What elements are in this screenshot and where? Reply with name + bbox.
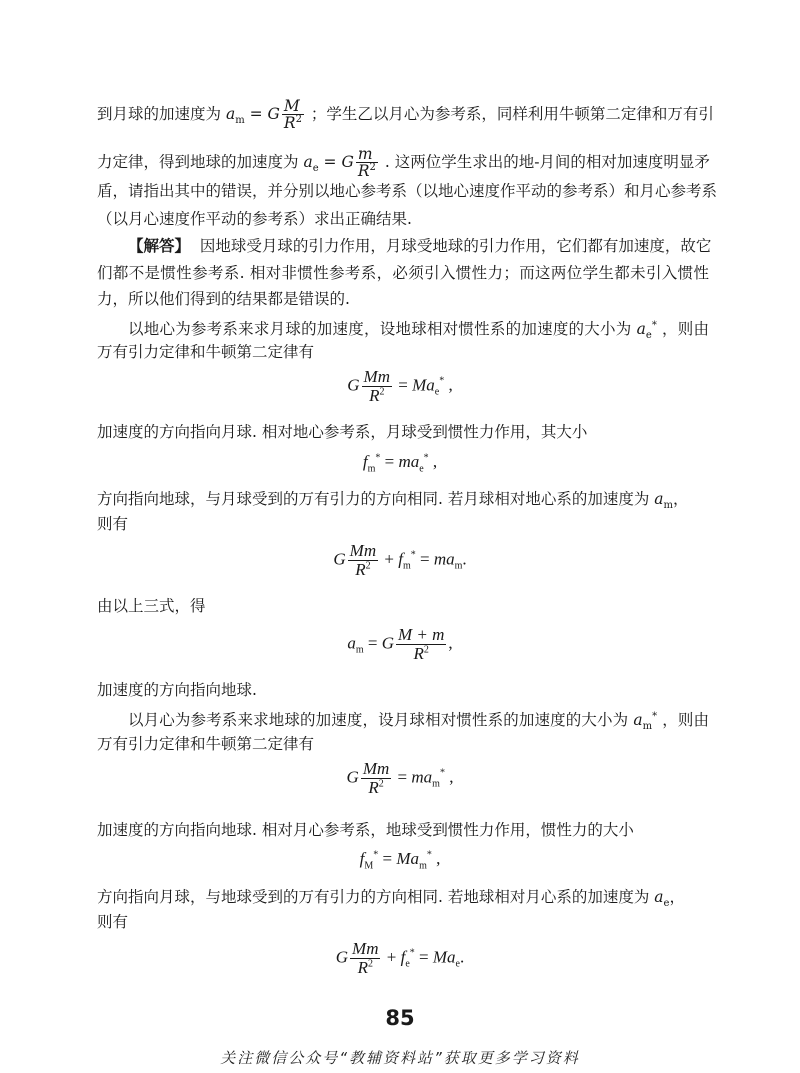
text-line: 则有 [97, 913, 129, 931]
equation: G $\frac{Mm}{R^2}$ + $f_m^* = ma_m$. [333, 541, 467, 579]
text-segment: ，则由 [662, 711, 709, 730]
equation: G $\frac{Mm}{R^2}$ = $Ma_e^*$ , [347, 367, 453, 405]
text-segment: ， [669, 888, 685, 906]
text-line: 由以上三式，得 [97, 597, 206, 615]
answer-label: 【解答】 [128, 237, 191, 255]
text-line [128, 234, 712, 258]
text-line: 则有 [97, 515, 129, 533]
equation: $f_m^* = ma_e^*$ , [362, 452, 438, 475]
equation: G $\frac{Mm}{R^2}$ = $ma_m^*$ , [346, 759, 454, 797]
inline-formula: $a_m^*$ [633, 711, 658, 733]
equation: G $\frac{Mm}{R^2}$ + $f_e^* = Ma_e$. [335, 939, 465, 977]
inline-formula: $a_e$ [654, 888, 670, 910]
equation: $f_M^* = Ma_m^*$ , [359, 849, 441, 872]
text-line [97, 146, 709, 181]
text-segment: 方向指向地球，与月球受到的万有引力的方向相同. 若月球相对地心系的加速度为 [97, 490, 650, 508]
text-segment: 以月心为参考系来求地球的加速度，设月球相对惯性系的加速度的大小为 [128, 711, 629, 730]
text-line: 加速度的方向指向地球. [97, 681, 257, 699]
inline-formula: $a_m$ [654, 490, 674, 512]
equation: $a_m = G$ $\frac{M + m}{R^2}$ , [347, 625, 453, 663]
text-line [97, 97, 714, 133]
text-segment: ，则由 [662, 320, 709, 339]
inline-formula: $a_e = G$ $\frac{m}{R^2}$ [303, 145, 376, 181]
text-line: 力，所以他们得到的结果都是错误的. [97, 290, 350, 308]
text-segment: 因地球受月球的引力作用，月球受地球的引力作用，它们都有加速度，故它 [199, 237, 712, 255]
text-line: 们都不是惯性参考系. 相对非惯性参考系，必须引入惯性力；而这两位学生都未引入惯性 [97, 264, 709, 282]
text-segment: 力定律，得到地球的加速度为 [97, 152, 299, 171]
text-segment: 到月球的加速度为 [97, 104, 222, 123]
text-segment: ；学生乙以月心为参考系，同样利用牛顿第二定律和万有引 [310, 104, 714, 123]
text-segment: . 这两位学生求出的地-月间的相对加速度明显矛 [384, 152, 710, 171]
text-line: 万有引力定律和牛顿第二定律有 [97, 343, 315, 361]
text-segment: ， [673, 490, 689, 508]
inline-formula: $a_e^*$ [636, 320, 657, 342]
text-segment: 方向指向月球，与地球受到的万有引力的方向相同. 若地球相对月心系的加速度为 [97, 888, 650, 906]
footer-note: 关注微信公众号“教辅资料站”获取更多学习资料 [220, 1049, 580, 1067]
text-line: 加速度的方向指向地球. 相对月心参考系，地球受到惯性力作用，惯性力的大小 [97, 821, 634, 839]
text-line: 加速度的方向指向月球. 相对地心参考系，月球受到惯性力作用，其大小 [97, 423, 588, 441]
text-line: （以月心速度作平动的参考系）求出正确结果. [97, 210, 412, 228]
text-line: 盾，请指出其中的错误，并分别以地心参考系（以地心速度作平动的参考系）和月心参考系 [97, 182, 718, 200]
page-number: 85 [385, 1006, 415, 1030]
text-segment: 以地心为参考系来求月球的加速度，设地球相对惯性系的加速度的大小为 [128, 320, 632, 339]
inline-formula: $a_m = G$ $\frac{M}{R^2}$ [225, 97, 302, 133]
text-line: 万有引力定律和牛顿第二定律有 [97, 735, 315, 753]
